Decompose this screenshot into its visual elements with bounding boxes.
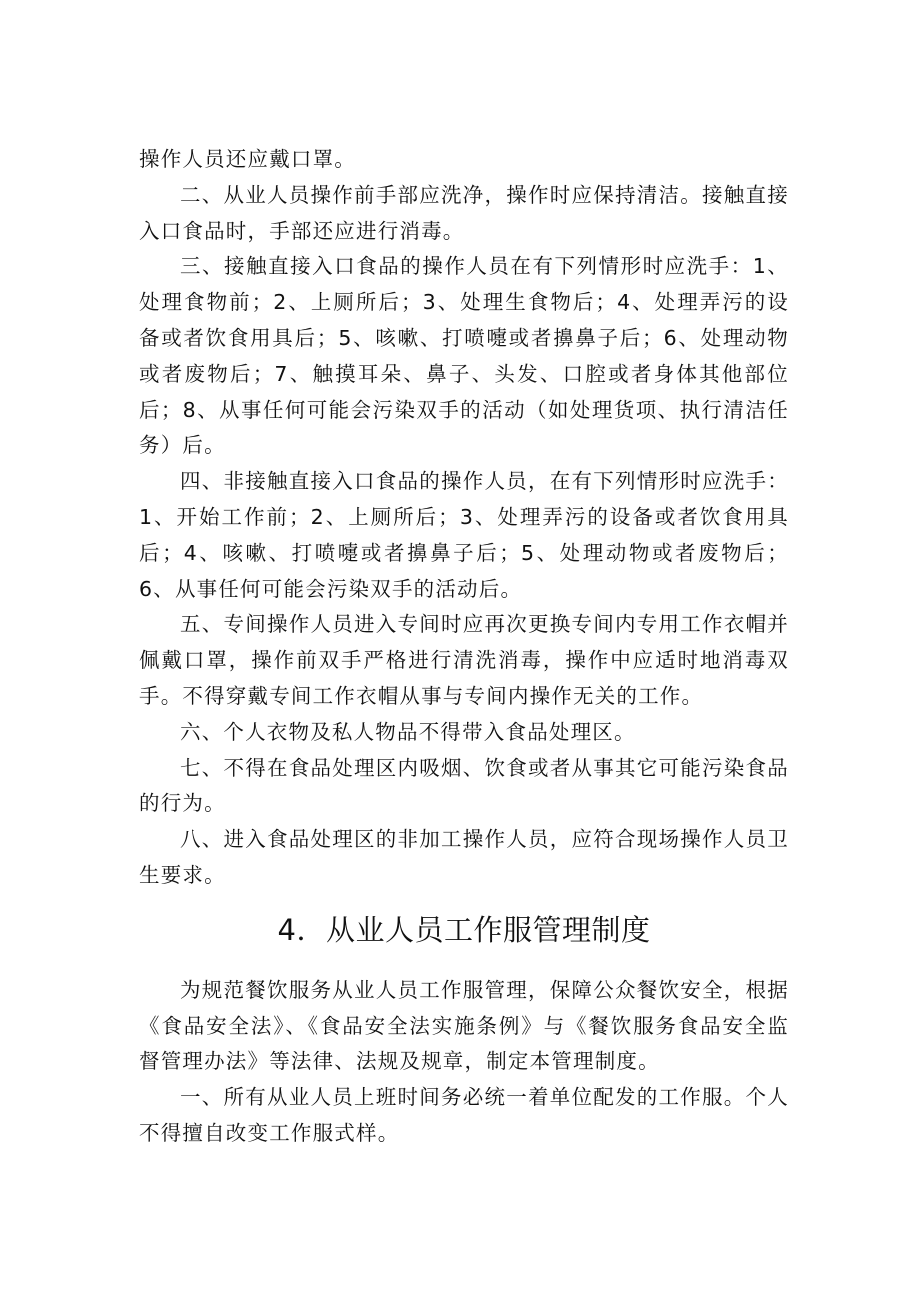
document-body xyxy=(139,142,789,1152)
paragraph-rule-6: 六、个人衣物及私人物品不得带入食品处理区。 xyxy=(180,719,636,744)
paragraph-mask-requirement: 操作人员还应戴口罩。 xyxy=(139,147,356,171)
paragraph-rule-5: 五、专间操作人员进入专间时应再次更换专间内专用工作衣帽并佩戴口罩，操作前双手严格进行清洗消毒，操作中应适时地消毒双手。不得穿戴专间工作衣帽从事与专间内操作无关的工作。 xyxy=(139,612,789,708)
uniform-rules-section xyxy=(139,973,789,1152)
hygiene-rules-section xyxy=(139,142,789,894)
paragraph-rule-3: 三、接触直接入口食品的操作人员在有下列情形时应洗手：1、处理食物前；2、上厕所后；3、处理生食物后；4、处理弄污的设备或者饮食用具后；5、咳嗽、打喷嚏或者擤鼻子后；6、处理动物或者废物后；7、触摸耳朵、鼻子、头发、口腔或者身体其他部位后；8、从事任何可能会污染双手的活动（如处理货项、执行清洁任务）后。 xyxy=(139,254,789,458)
paragraph-rule-8: 八、进入食品处理区的非加工操作人员，应符合现场操作人员卫生要求。 xyxy=(139,827,789,887)
paragraph-rule-2: 二、从业人员操作前手部应洗净，操作时应保持清洁。接触直接入口食品时，手部还应进行消毒。 xyxy=(139,182,789,243)
section-heading: 4．从业人员工作服管理制度 xyxy=(277,912,651,947)
paragraph-intro: 为规范餐饮服务从业人员工作服管理，保障公众餐饮安全，根据《食品安全法》、《食品安全法实施条例》与《餐饮服务食品安全监督管理办法》等法律、法规及规章，制定本管理制度。 xyxy=(139,977,789,1074)
paragraph-uniform-rule-1: 一、所有从业人员上班时间务必统一着单位配发的工作服。个人不得擅自改变工作服式样。 xyxy=(139,1085,789,1145)
paragraph-rule-4: 四、非接触直接入口食品的操作人员，在有下列情形时应洗手：1、开始工作前；2、上厕所后；3、处理弄污的设备或者饮食用具后；4、咳嗽、打喷嚏或者擤鼻子后；5、处理动物或者废物后；6、从事任何可能会污染双手的活动后。 xyxy=(139,469,789,601)
paragraph-rule-7: 七、不得在食品处理区内吸烟、饮食或者从事其它可能污染食品的行为。 xyxy=(139,755,789,816)
